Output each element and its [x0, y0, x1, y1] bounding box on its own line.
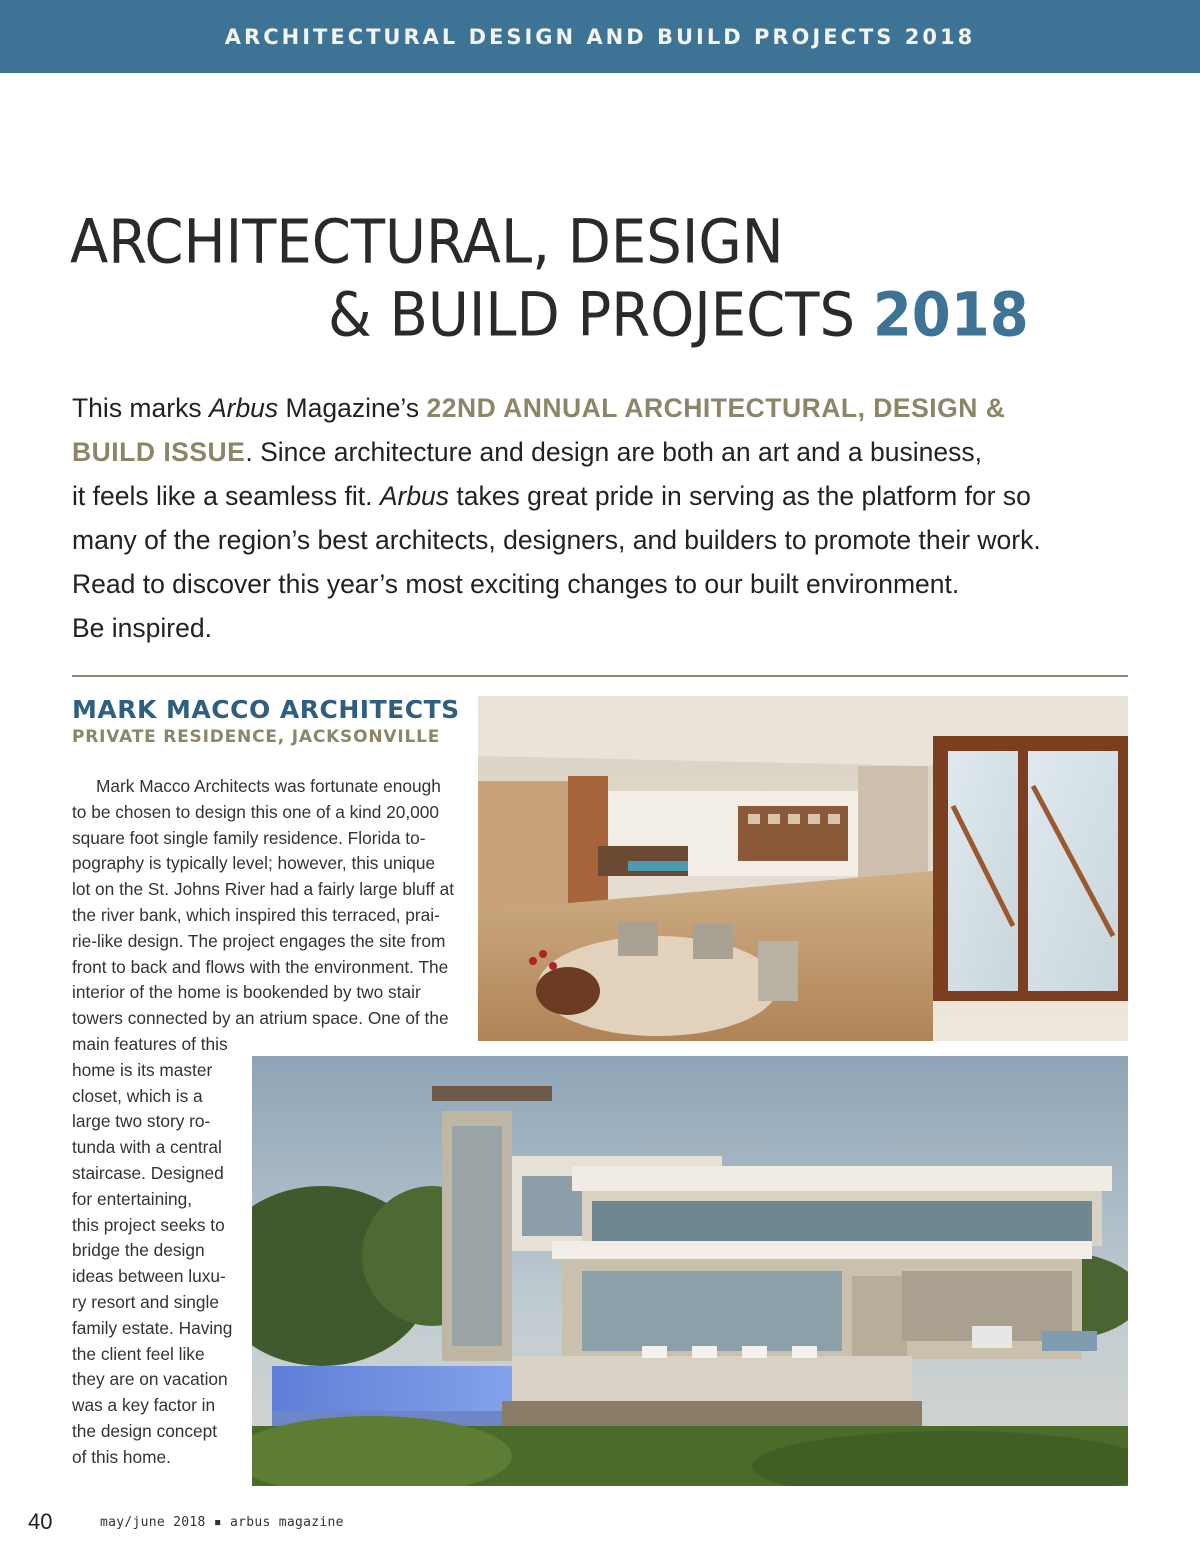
body-line: the river bank, which inspired this terraced, prai- — [72, 904, 440, 925]
intro-text: it feels like a seamless fit. — [72, 481, 380, 511]
intro-text: Magazine’s — [278, 393, 427, 423]
body-line: Mark Macco Architects was fortunate enough — [96, 776, 441, 796]
banner-title: ARCHITECTURAL DESIGN AND BUILD PROJECTS 2018 — [224, 24, 976, 49]
body-line: closet, which is a — [72, 1085, 203, 1106]
body-line: towers connected by an atrium space. One of the — [72, 1008, 449, 1029]
headline-year: 2018 — [872, 280, 1029, 351]
exterior-rendering-photo — [252, 1056, 1128, 1486]
body-line: the design concept — [72, 1420, 218, 1441]
intro-text: takes great pride in serving as the platform for so — [449, 481, 1031, 511]
firm-name: MARK MACCO ARCHITECTS — [72, 695, 460, 724]
interior-rendering-image — [478, 696, 1128, 1041]
exterior-rendering-image — [252, 1056, 1128, 1486]
body-line: family estate. Having — [72, 1317, 233, 1338]
intro-paragraph — [72, 386, 1152, 650]
body-line: large two story ro- — [72, 1111, 211, 1132]
body-line: of this home. — [72, 1446, 171, 1467]
footer-publication: may/june 2018 ▪ arbus magazine — [100, 1515, 344, 1530]
body-line: this project seeks to — [72, 1214, 225, 1235]
intro-highlight: 22ND ANNUAL ARCHITECTURAL, DESIGN & — [426, 393, 1006, 423]
headline-line-2-text: & BUILD PROJECTS — [328, 280, 856, 351]
body-line: square foot single family residence. Florida to- — [72, 827, 426, 848]
article-body-narrow — [72, 1032, 248, 1471]
headline-line-2 — [328, 280, 1029, 351]
intro-text: many of the region’s best architects, designers, and builders to promote their work. — [72, 525, 1041, 555]
interior-rendering-photo — [478, 696, 1128, 1041]
intro-text: Be inspired. — [72, 613, 212, 643]
body-line: staircase. Designed — [72, 1162, 224, 1183]
page-number: 40 — [28, 1509, 53, 1534]
intro-text: Read to discover this year’s most exciting changes to our built environment. — [72, 569, 960, 599]
body-line: ideas between luxu- — [72, 1266, 226, 1287]
project-name: PRIVATE RESIDENCE, JACKSONVILLE — [72, 727, 441, 747]
body-line: the client feel like — [72, 1343, 205, 1364]
article-body-wide — [72, 774, 472, 1032]
intro-text: . Since architecture and design are both an art and a business, — [245, 437, 982, 467]
section-divider — [72, 675, 1128, 677]
body-line: main features of this — [72, 1034, 228, 1054]
intro-arbus: Arbus — [379, 481, 450, 511]
body-line: home is its master — [72, 1059, 213, 1080]
top-banner — [0, 0, 1200, 73]
body-line: rie-like design. The project engages the site from — [72, 930, 446, 951]
body-line: for entertaining, — [72, 1188, 193, 1209]
body-line: was a key factor in — [72, 1395, 216, 1416]
headline-line-1: ARCHITECTURAL, DESIGN — [70, 207, 784, 278]
body-line: lot on the St. Johns River had a fairly large bluff at — [72, 879, 455, 900]
intro-highlight: BUILD ISSUE — [72, 437, 246, 467]
body-line: interior of the home is bookended by two stair — [72, 982, 421, 1003]
body-line: bridge the design — [72, 1240, 205, 1261]
body-line: front to back and flows with the environment. The — [72, 956, 449, 977]
body-line: ry resort and single — [72, 1291, 219, 1312]
body-line: they are on vacation — [72, 1369, 228, 1390]
body-line: pography is typically level; however, this unique — [72, 853, 436, 874]
body-line: tunda with a central — [72, 1137, 222, 1158]
intro-arbus: Arbus — [208, 393, 279, 423]
body-line: to be chosen to design this one of a kind 20,000 — [72, 801, 440, 822]
intro-text: This marks — [72, 393, 209, 423]
